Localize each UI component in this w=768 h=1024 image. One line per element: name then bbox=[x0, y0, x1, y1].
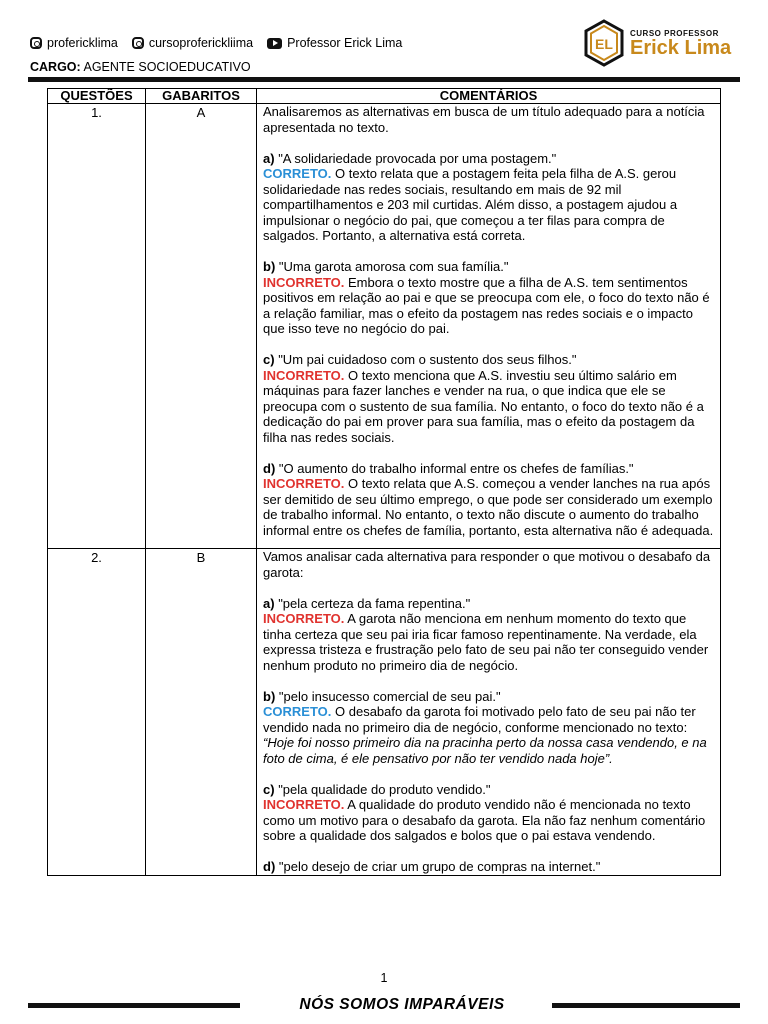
table-row bbox=[48, 549, 721, 876]
instagram-icon bbox=[30, 37, 42, 49]
alternative-b: b) "pelo insucesso comercial de seu pai." CORRETO. O desabafo da garota foi motivado pelo fato de seu pai não ter vendido nada no primeiro dia de negócio, conforme mencionado no texto: “Hoje foi nosso primeiro dia na pracinha perto da nossa casa vendendo, e na foto de cima, é ele pensativo por não ter vendido nada hoje”. bbox=[263, 688, 707, 766]
course-logo bbox=[584, 18, 744, 68]
answer-key-table bbox=[47, 88, 721, 876]
question-number: 2. bbox=[48, 549, 146, 876]
alternative-a: a) "A solidariedade provocada por uma postagem." CORRETO. O texto relata que a postagem feita pela filha de A.S. gerou solidariedade nas redes sociais, resultando em mais de 92 mil compartilhamentos e 203 mil curtidas. Além disso, a postagem ajudou a impulsionar o negócio do pai, que começou a ter filas para compra de salgados. Portanto, a alternativa está correta. bbox=[263, 150, 678, 243]
alternative-d: d) "O aumento do trabalho informal entre os chefes de famílias." INCORRETO. O texto relata que A.S. começou a vender lanches na rua após ser demitido de seu último emprego, o que pode ser considerado um exemplo de trabalho informal. No entanto, o texto não discute o aumento do trabalho informal entre os chefes de família, portanto, esta alternativa não é adequada. bbox=[263, 460, 714, 538]
social-instagram-1[interactable] bbox=[30, 36, 118, 50]
answer-letter: A bbox=[146, 104, 257, 549]
alternative-d: d) "pelo desejo de criar um grupo de compras na internet." bbox=[263, 859, 601, 874]
alternative-c: c) "pela qualidade do produto vendido." INCORRETO. A qualidade do produto vendido não é mencionada no texto como um motivo para o desabafo da garota. Ela não faz nenhum comentário sobre a qualidade dos salgados e bolos que o pai estava vendendo. bbox=[263, 781, 706, 843]
youtube-channel: Professor Erick Lima bbox=[287, 36, 403, 50]
footer bbox=[28, 996, 740, 1016]
comment-cell bbox=[257, 104, 721, 549]
verdict-correct: CORRETO. bbox=[263, 166, 332, 181]
instagram-icon bbox=[132, 37, 144, 49]
verdict-incorrect: INCORRETO. bbox=[263, 274, 345, 290]
comment-cell bbox=[257, 549, 721, 876]
alternative-b: b) "Uma garota amorosa com sua família." INCORRETO. Embora o texto mostre que a filha de A.S. tem sentimentos positivos em relação ao pai e que se preocupa com ele, o foco do texto não é a relação familiar, mas o efeito da postagem nas redes sociais e o impacto que isso teve no negócio do pai. bbox=[263, 259, 710, 336]
footer-line-right bbox=[552, 1003, 740, 1008]
text-quote: “Hoje foi nosso primeiro dia na pracinha perto da nossa casa vendendo, e na foto de cima, é ele pensativo por não ter vendido nada hoje”. bbox=[263, 735, 707, 766]
header-questoes: QUESTÕES bbox=[48, 89, 146, 104]
verdict-incorrect: INCORRETO. bbox=[263, 611, 345, 626]
header-gabaritos: GABARITOS bbox=[146, 89, 257, 104]
cargo-label: CARGO: bbox=[30, 60, 81, 74]
logo-big-text: Erick Lima bbox=[630, 36, 732, 59]
header-comentarios: COMENTÁRIOS bbox=[257, 89, 721, 104]
social-youtube[interactable] bbox=[267, 36, 402, 50]
social-links bbox=[30, 36, 416, 50]
alternative-c: c) "Um pai cuidadoso com o sustento dos seus filhos." INCORRETO. O texto menciona que A.S. investiu seu último salário em máquinas para fazer lanches e vender na rua, o que indica que ele se preocupa com o sustento de sua família. No entanto, o foco do texto não é a dedicação do pai em prover para sua família, mas o efeito da postagem da filha nas redes sociais. bbox=[263, 352, 704, 445]
comment-intro: Vamos analisar cada alternativa para responder o que motivou o desabafo da garota: bbox=[263, 549, 711, 580]
verdict-incorrect: INCORRETO. bbox=[263, 797, 345, 812]
instagram-handle: profericklima bbox=[47, 36, 118, 50]
question-number: 1. bbox=[48, 104, 146, 549]
footer-line-left bbox=[28, 1003, 240, 1008]
comment-intro: Analisaremos as alternativas em busca de um título adequado para a notícia apresentada no texto. bbox=[263, 104, 705, 135]
table-row bbox=[48, 104, 721, 549]
verdict-correct: CORRETO. bbox=[263, 704, 332, 719]
page-number: 1 bbox=[380, 971, 388, 985]
cargo-value: AGENTE SOCIOEDUCATIVO bbox=[83, 60, 251, 74]
footer-motto: NÓS SOMOS IMPARÁVEIS bbox=[299, 996, 505, 1013]
alternative-a: a) "pela certeza da fama repentina." INCORRETO. A garota não menciona em nenhum momento do texto que tinha certeza que seu pai iria ficar famoso repentinamente. Na verdade, ela expressa tristeza e frustração pelo fato de seu pai não ter conseguido vender nenhum produto no primeiro dia de negócio. bbox=[263, 595, 709, 673]
header-divider bbox=[28, 77, 740, 82]
logo-hexagon-icon bbox=[584, 19, 624, 67]
logo-mark-text: EL bbox=[595, 36, 613, 52]
social-instagram-2[interactable] bbox=[132, 36, 253, 50]
answer-letter: B bbox=[146, 549, 257, 876]
table-header-row bbox=[48, 89, 721, 104]
verdict-incorrect: INCORRETO. bbox=[263, 476, 345, 491]
cargo-line bbox=[30, 60, 251, 74]
logo-small-text: CURSO PROFESSOR bbox=[630, 28, 719, 38]
verdict-incorrect: INCORRETO. bbox=[263, 367, 345, 383]
instagram-handle-course: cursoproferickliima bbox=[148, 36, 254, 50]
youtube-icon bbox=[267, 38, 282, 49]
